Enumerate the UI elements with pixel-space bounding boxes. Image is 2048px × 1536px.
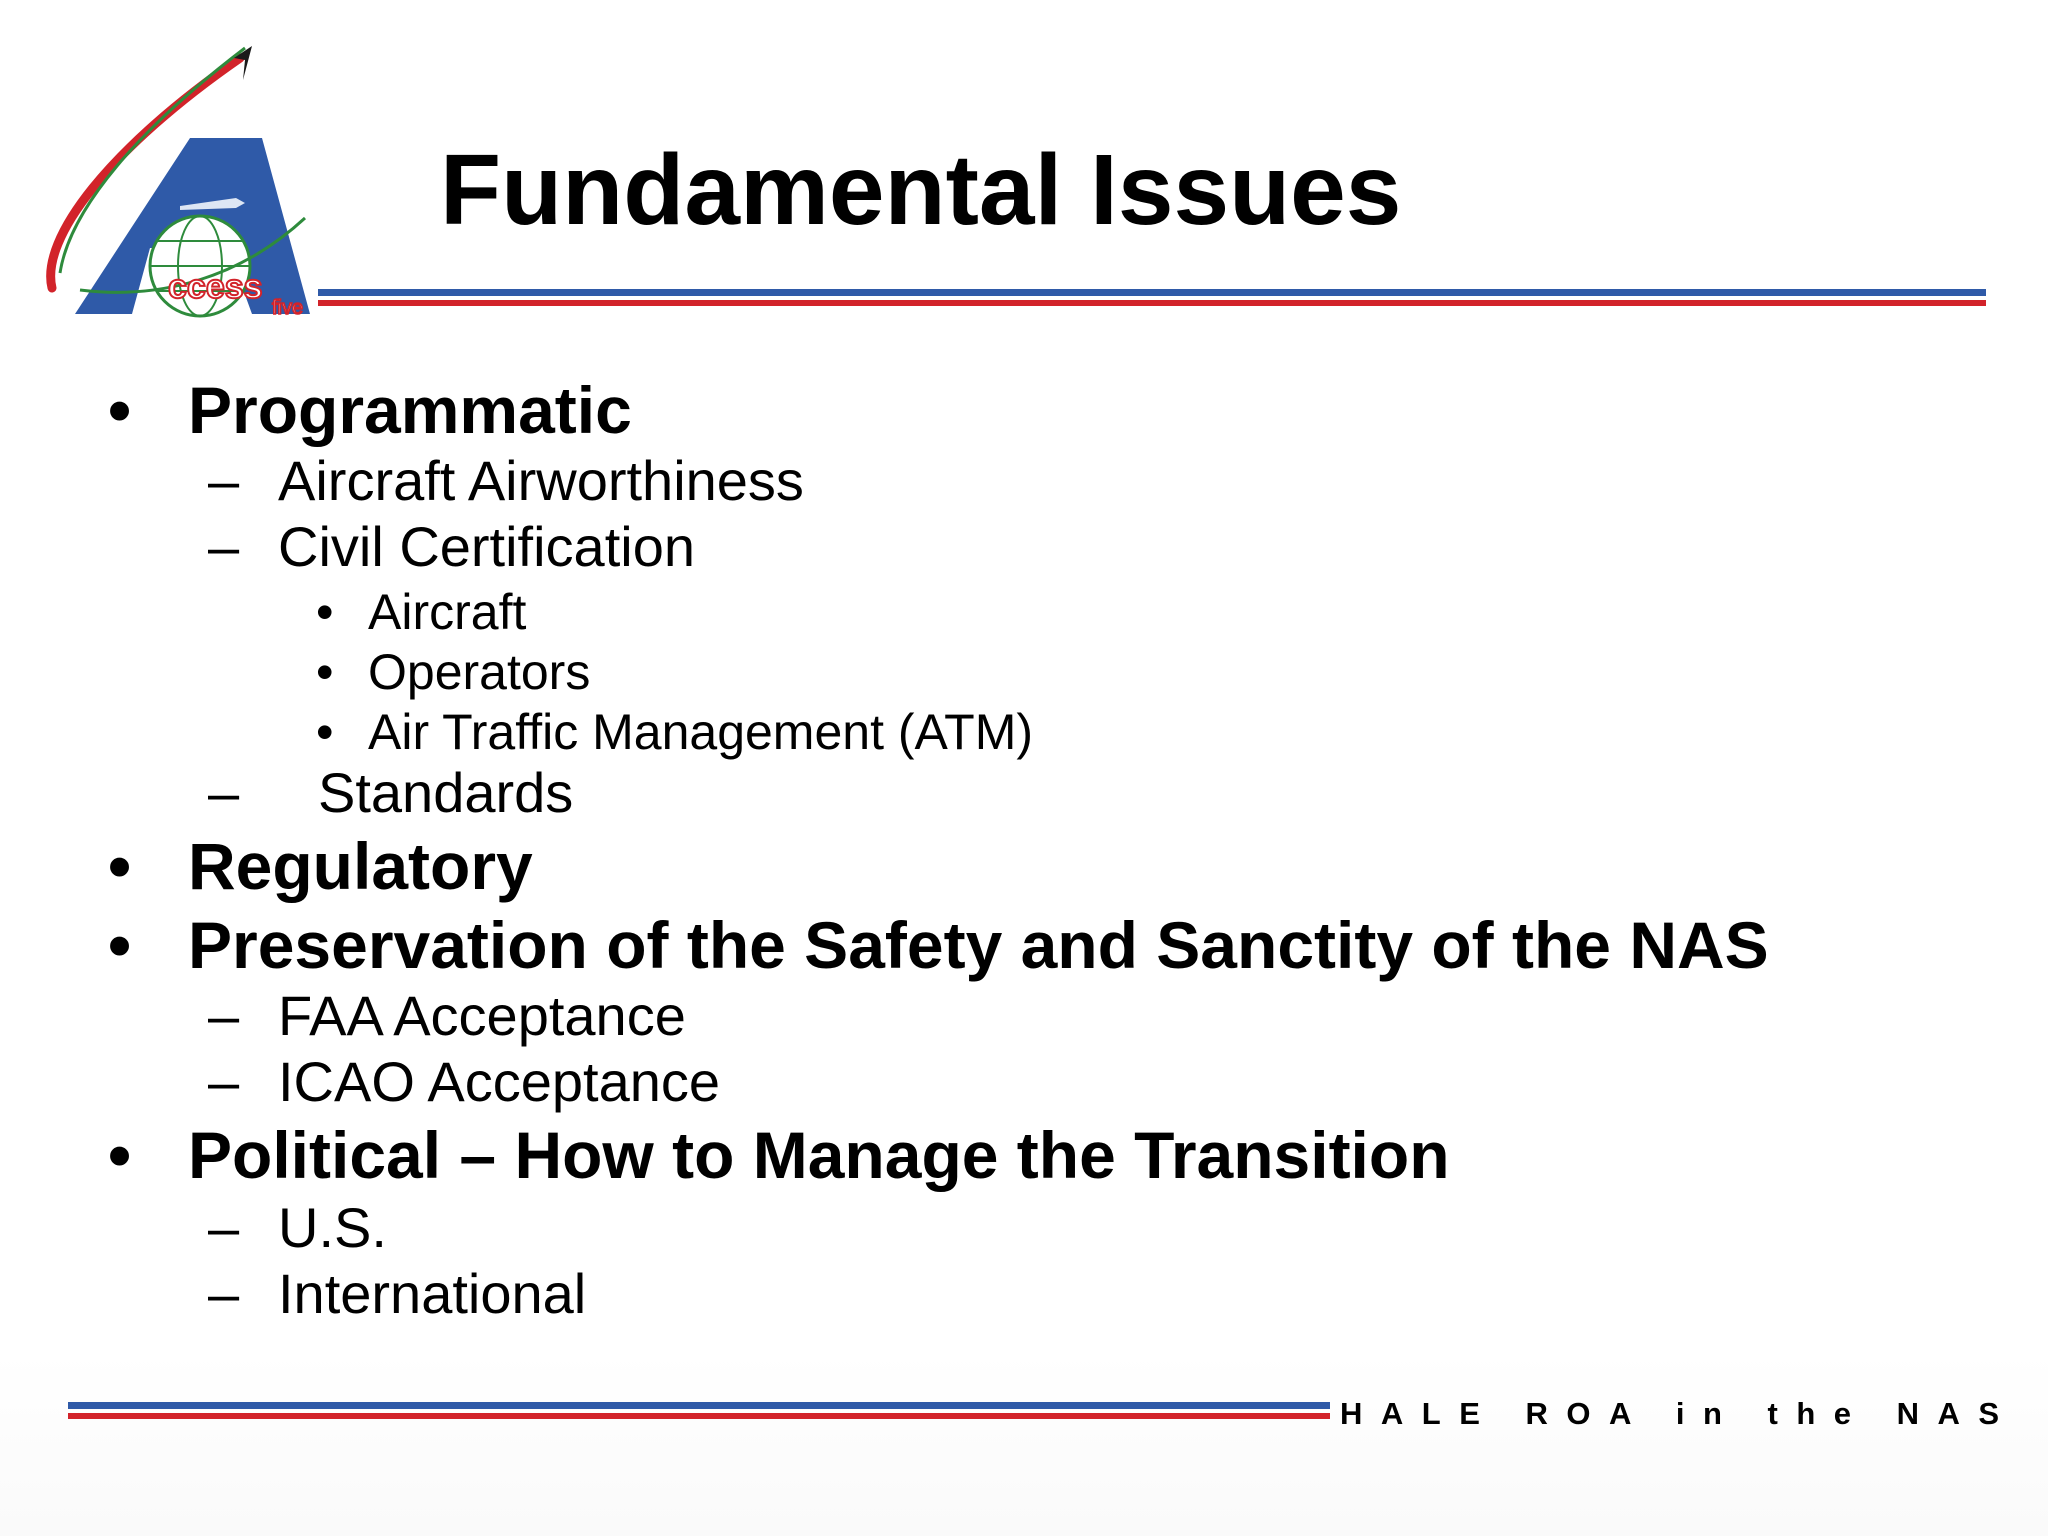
bullet-marker: – (208, 449, 240, 512)
bullet-marker: • (108, 829, 132, 903)
access-five-logo (40, 38, 340, 320)
title-underline-blue (318, 289, 1986, 296)
bullet-text: Air Traffic Management (ATM) (368, 704, 1033, 760)
bullet-text: Programmatic (188, 373, 632, 447)
bullet-text: Operators (368, 644, 591, 700)
title-underline-red (318, 300, 1986, 306)
bullet-text: Standards (318, 761, 574, 824)
title-underline (318, 289, 1986, 309)
bullet-text: International (278, 1262, 587, 1325)
logo-text-sub: five (272, 297, 304, 319)
bullet-marker: – (208, 761, 240, 824)
bullet-marker: – (208, 1050, 240, 1113)
bullet-text: Political – How to Manage the Transition (188, 1118, 1450, 1192)
bullet-marker: – (208, 1196, 240, 1259)
bullet-text: Civil Certification (278, 515, 695, 578)
bullet-marker: • (108, 373, 132, 447)
bullet-text: Regulatory (188, 829, 533, 903)
bullet-marker: • (108, 1118, 132, 1192)
bullet-marker: • (108, 908, 132, 982)
bullet-text: Aircraft (368, 584, 527, 640)
bullet-text: Aircraft Airworthiness (278, 449, 804, 512)
bullet-text: Preservation of the Safety and Sanctity of the NAS (188, 908, 1769, 982)
bullet-text: ICAO Acceptance (278, 1050, 721, 1113)
footer-rule-blue (68, 1402, 1330, 1409)
footer-rule (68, 1402, 1330, 1422)
bullet-marker: – (208, 984, 240, 1047)
bullet-marker: • (316, 644, 334, 700)
bullet-marker: • (316, 704, 334, 760)
footer-rule-red (68, 1413, 1330, 1419)
bullet-text: U.S. (278, 1196, 387, 1259)
bullet-text: FAA Acceptance (278, 984, 686, 1047)
footer-label: HALE ROA in the NAS (1340, 1396, 2018, 1431)
logo-text-main: ccess (168, 268, 263, 306)
slide-title: Fundamental Issues (440, 134, 1402, 246)
bullet-marker: – (208, 515, 240, 578)
bullet-marker: – (208, 1262, 240, 1325)
bullet-marker: • (316, 584, 334, 640)
